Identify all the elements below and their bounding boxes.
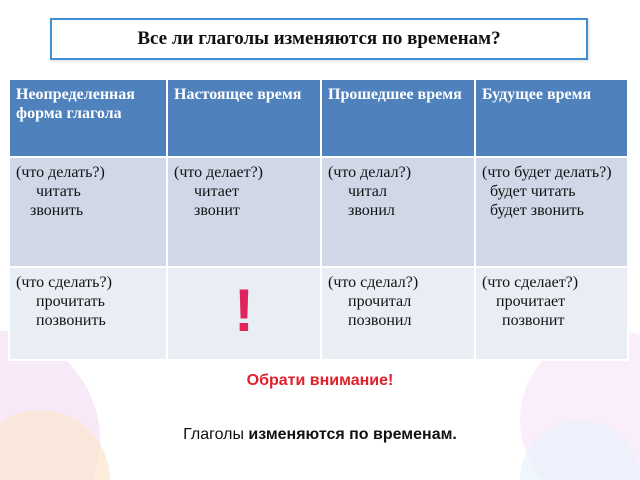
verb-word: позвонил (348, 312, 412, 329)
verb-word: будет читать (490, 183, 576, 200)
question-text: (что сделает?) (482, 274, 579, 291)
question-text: (что делал?) (328, 164, 412, 181)
cell-present-perfective (167, 267, 321, 360)
conclusion-text (0, 426, 640, 444)
page-title: Все ли глаголы изменяются по временам? (50, 18, 588, 60)
verb-word: позвонит (502, 312, 565, 329)
cell-past-imperfective (321, 157, 475, 267)
question-text: (что будет делать?) (482, 164, 612, 181)
question-text: (что сделал?) (328, 274, 419, 291)
verb-word: читать (36, 183, 81, 200)
verb-word: звонит (194, 202, 240, 219)
verb-word: читает (194, 183, 239, 200)
cell-infinitive-perfective (9, 267, 167, 360)
cell-past-perfective (321, 267, 475, 360)
verb-word: читал (348, 183, 388, 200)
question-text: (что сделать?) (16, 274, 112, 291)
verb-word: позвонить (36, 312, 106, 329)
question-text: (что делает?) (174, 164, 264, 181)
verb-word: прочитает (496, 293, 566, 310)
conclusion-prefix: Глаголы (183, 426, 249, 443)
table-row (9, 267, 628, 360)
header-future: Будущее время (475, 79, 628, 157)
cell-present-imperfective (167, 157, 321, 267)
table-row (9, 157, 628, 267)
verb-tenses-table (8, 78, 629, 361)
header-present: Настоящее время (167, 79, 321, 157)
exclamation-mark: ! (234, 277, 254, 344)
verb-word: звонить (30, 202, 84, 219)
verb-word: прочитать (36, 293, 105, 310)
question-text: (что делать?) (16, 164, 105, 181)
attention-note: Обрати внимание! (246, 372, 394, 389)
header-infinitive: Неопределенная форма глагола (9, 79, 167, 157)
cell-future-perfective (475, 267, 628, 360)
verb-word: звонил (348, 202, 395, 219)
header-past: Прошедшее время (321, 79, 475, 157)
conclusion-bold: изменяются по временам. (248, 426, 457, 443)
verb-word: будет звонить (490, 202, 584, 219)
cell-future-imperfective (475, 157, 628, 267)
cell-infinitive-imperfective (9, 157, 167, 267)
table-header-row (9, 79, 628, 157)
verb-word: прочитал (348, 293, 412, 310)
